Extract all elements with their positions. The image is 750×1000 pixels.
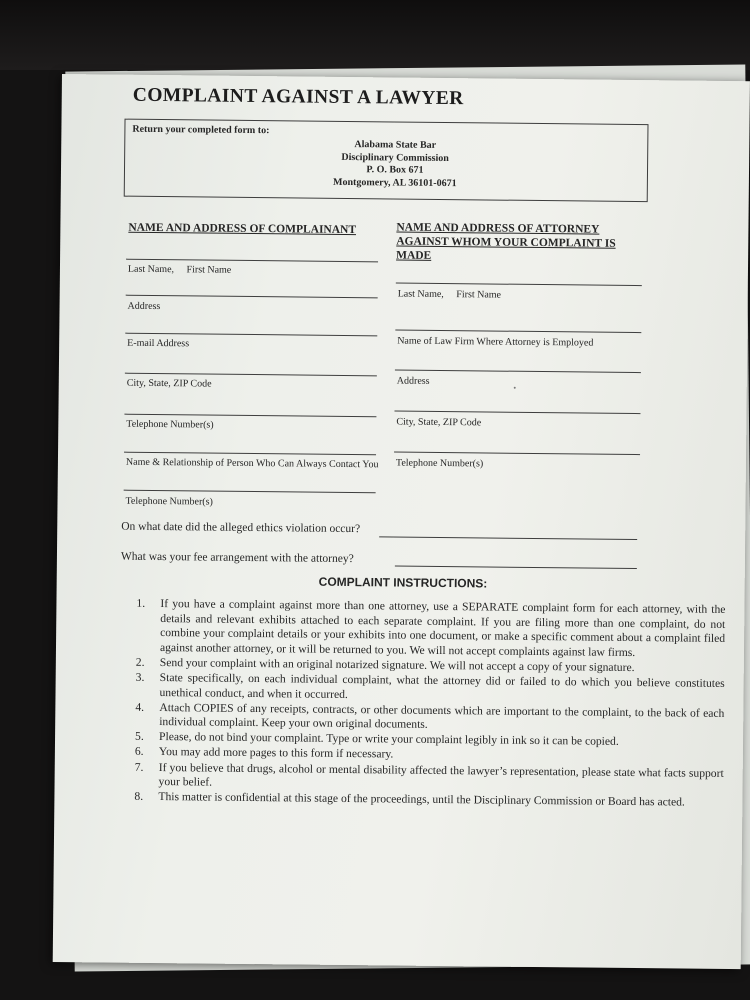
list-item: 5. Please, do not bind your complaint. Type or write your complaint legibly in ink so it can be copied. bbox=[134, 730, 619, 749]
list-item: 4. Attach COPIES of any receipts, contracts, or other documents which are important to the complaint, to the back of each individual complaint. Keep your own original documents. bbox=[135, 700, 725, 732]
complainant-address-line[interactable] bbox=[126, 295, 378, 299]
instructions-heading: COMPLAINT INSTRUCTIONS: bbox=[318, 574, 488, 591]
attorney-address-label: Address bbox=[396, 375, 430, 387]
list-item: 1. If you have a complaint against more than one attorney, use a SEPARATE complaint form for each attorney, with the details and relevant exhibits attached to each separate complaint. If you are filing more than one complaint, do not combine your complaint details or your exhibits into one document, or make a specific comment about a complaint filed against another attorney, or it will be returned to you. We will not accept complaints against law firms. bbox=[136, 596, 726, 659]
address-line: P. O. Box 671 bbox=[366, 164, 424, 176]
contact-person-line[interactable] bbox=[124, 452, 376, 456]
attorney-phone-line[interactable] bbox=[394, 451, 640, 455]
address-line: Montgomery, AL 36101-0671 bbox=[333, 176, 457, 189]
complainant-email-line[interactable] bbox=[125, 333, 377, 337]
complainant-heading: NAME AND ADDRESS OF COMPLAINANT bbox=[128, 221, 357, 237]
complainant-name-line[interactable] bbox=[126, 259, 378, 263]
complainant-email-label: E-mail Address bbox=[127, 337, 190, 350]
form-title: COMPLAINT AGAINST A LAWYER bbox=[132, 84, 464, 110]
list-item: 2. Send your complaint with an original notarized signature. We will not accept a copy of your signature. bbox=[135, 655, 635, 674]
return-address bbox=[315, 139, 476, 191]
attorney-name-label: Last Name, First Name bbox=[397, 288, 502, 301]
list-item: 6. You may add more pages to this form if necessary. bbox=[134, 745, 394, 761]
contact-phone-label: Telephone Number(s) bbox=[125, 495, 213, 508]
attorney-name-line[interactable] bbox=[396, 283, 642, 287]
law-firm-label: Name of Law Firm Where Attorney is Employed bbox=[397, 335, 594, 349]
attorney-city-label: City, State, ZIP Code bbox=[396, 416, 482, 429]
address-line: Disciplinary Commission bbox=[341, 151, 449, 164]
violation-date-line[interactable] bbox=[379, 536, 637, 540]
list-item: 7. If you believe that drugs, alcohol or mental disability affected the lawyer’s representation, please state what facts support your belief. bbox=[134, 760, 724, 789]
complainant-city-label: City, State, ZIP Code bbox=[126, 377, 212, 390]
attorney-city-line[interactable] bbox=[394, 411, 640, 415]
attorney-phone-label: Telephone Number(s) bbox=[395, 457, 484, 470]
law-firm-line[interactable] bbox=[395, 330, 641, 334]
complaint-form-page bbox=[53, 74, 750, 969]
list-item: 3. State specifically, on each individual complaint, what the attorney did or failed to do which you believe constitutes unethical conduct, and when it occurred. bbox=[135, 670, 725, 701]
contact-phone-line[interactable] bbox=[124, 490, 376, 494]
attorney-heading: NAME AND ADDRESS OF ATTORNEY AGAINST WHOM YOUR COMPLAINT IS MADE bbox=[396, 221, 616, 262]
contact-person-label: Name & Relationship of Person Who Can Always Contact You bbox=[125, 456, 379, 471]
complainant-address-label: Address bbox=[127, 300, 161, 313]
fee-arrangement-question: What was your fee arrangement with the attorney? bbox=[120, 550, 354, 566]
violation-date-question: On what date did the alleged ethics violation occur? bbox=[121, 520, 361, 536]
table-surface bbox=[0, 0, 750, 70]
attorney-address-line[interactable] bbox=[395, 370, 641, 374]
ink-speck bbox=[514, 387, 516, 389]
address-line: Alabama State Bar bbox=[354, 139, 437, 151]
complainant-city-line[interactable] bbox=[125, 373, 377, 377]
fee-arrangement-line[interactable] bbox=[395, 566, 637, 570]
instructions-list bbox=[134, 597, 725, 811]
complainant-name-label: Last Name, First Name bbox=[127, 263, 232, 276]
return-label: Return your completed form to: bbox=[132, 123, 270, 137]
complainant-phone-line[interactable] bbox=[124, 414, 376, 418]
return-address-box bbox=[124, 119, 649, 202]
list-item: 8. This matter is confidential at this stage of the proceedings, until the Disciplinary Commission or Board has acted. bbox=[134, 790, 685, 809]
complainant-phone-label: Telephone Number(s) bbox=[126, 418, 214, 431]
